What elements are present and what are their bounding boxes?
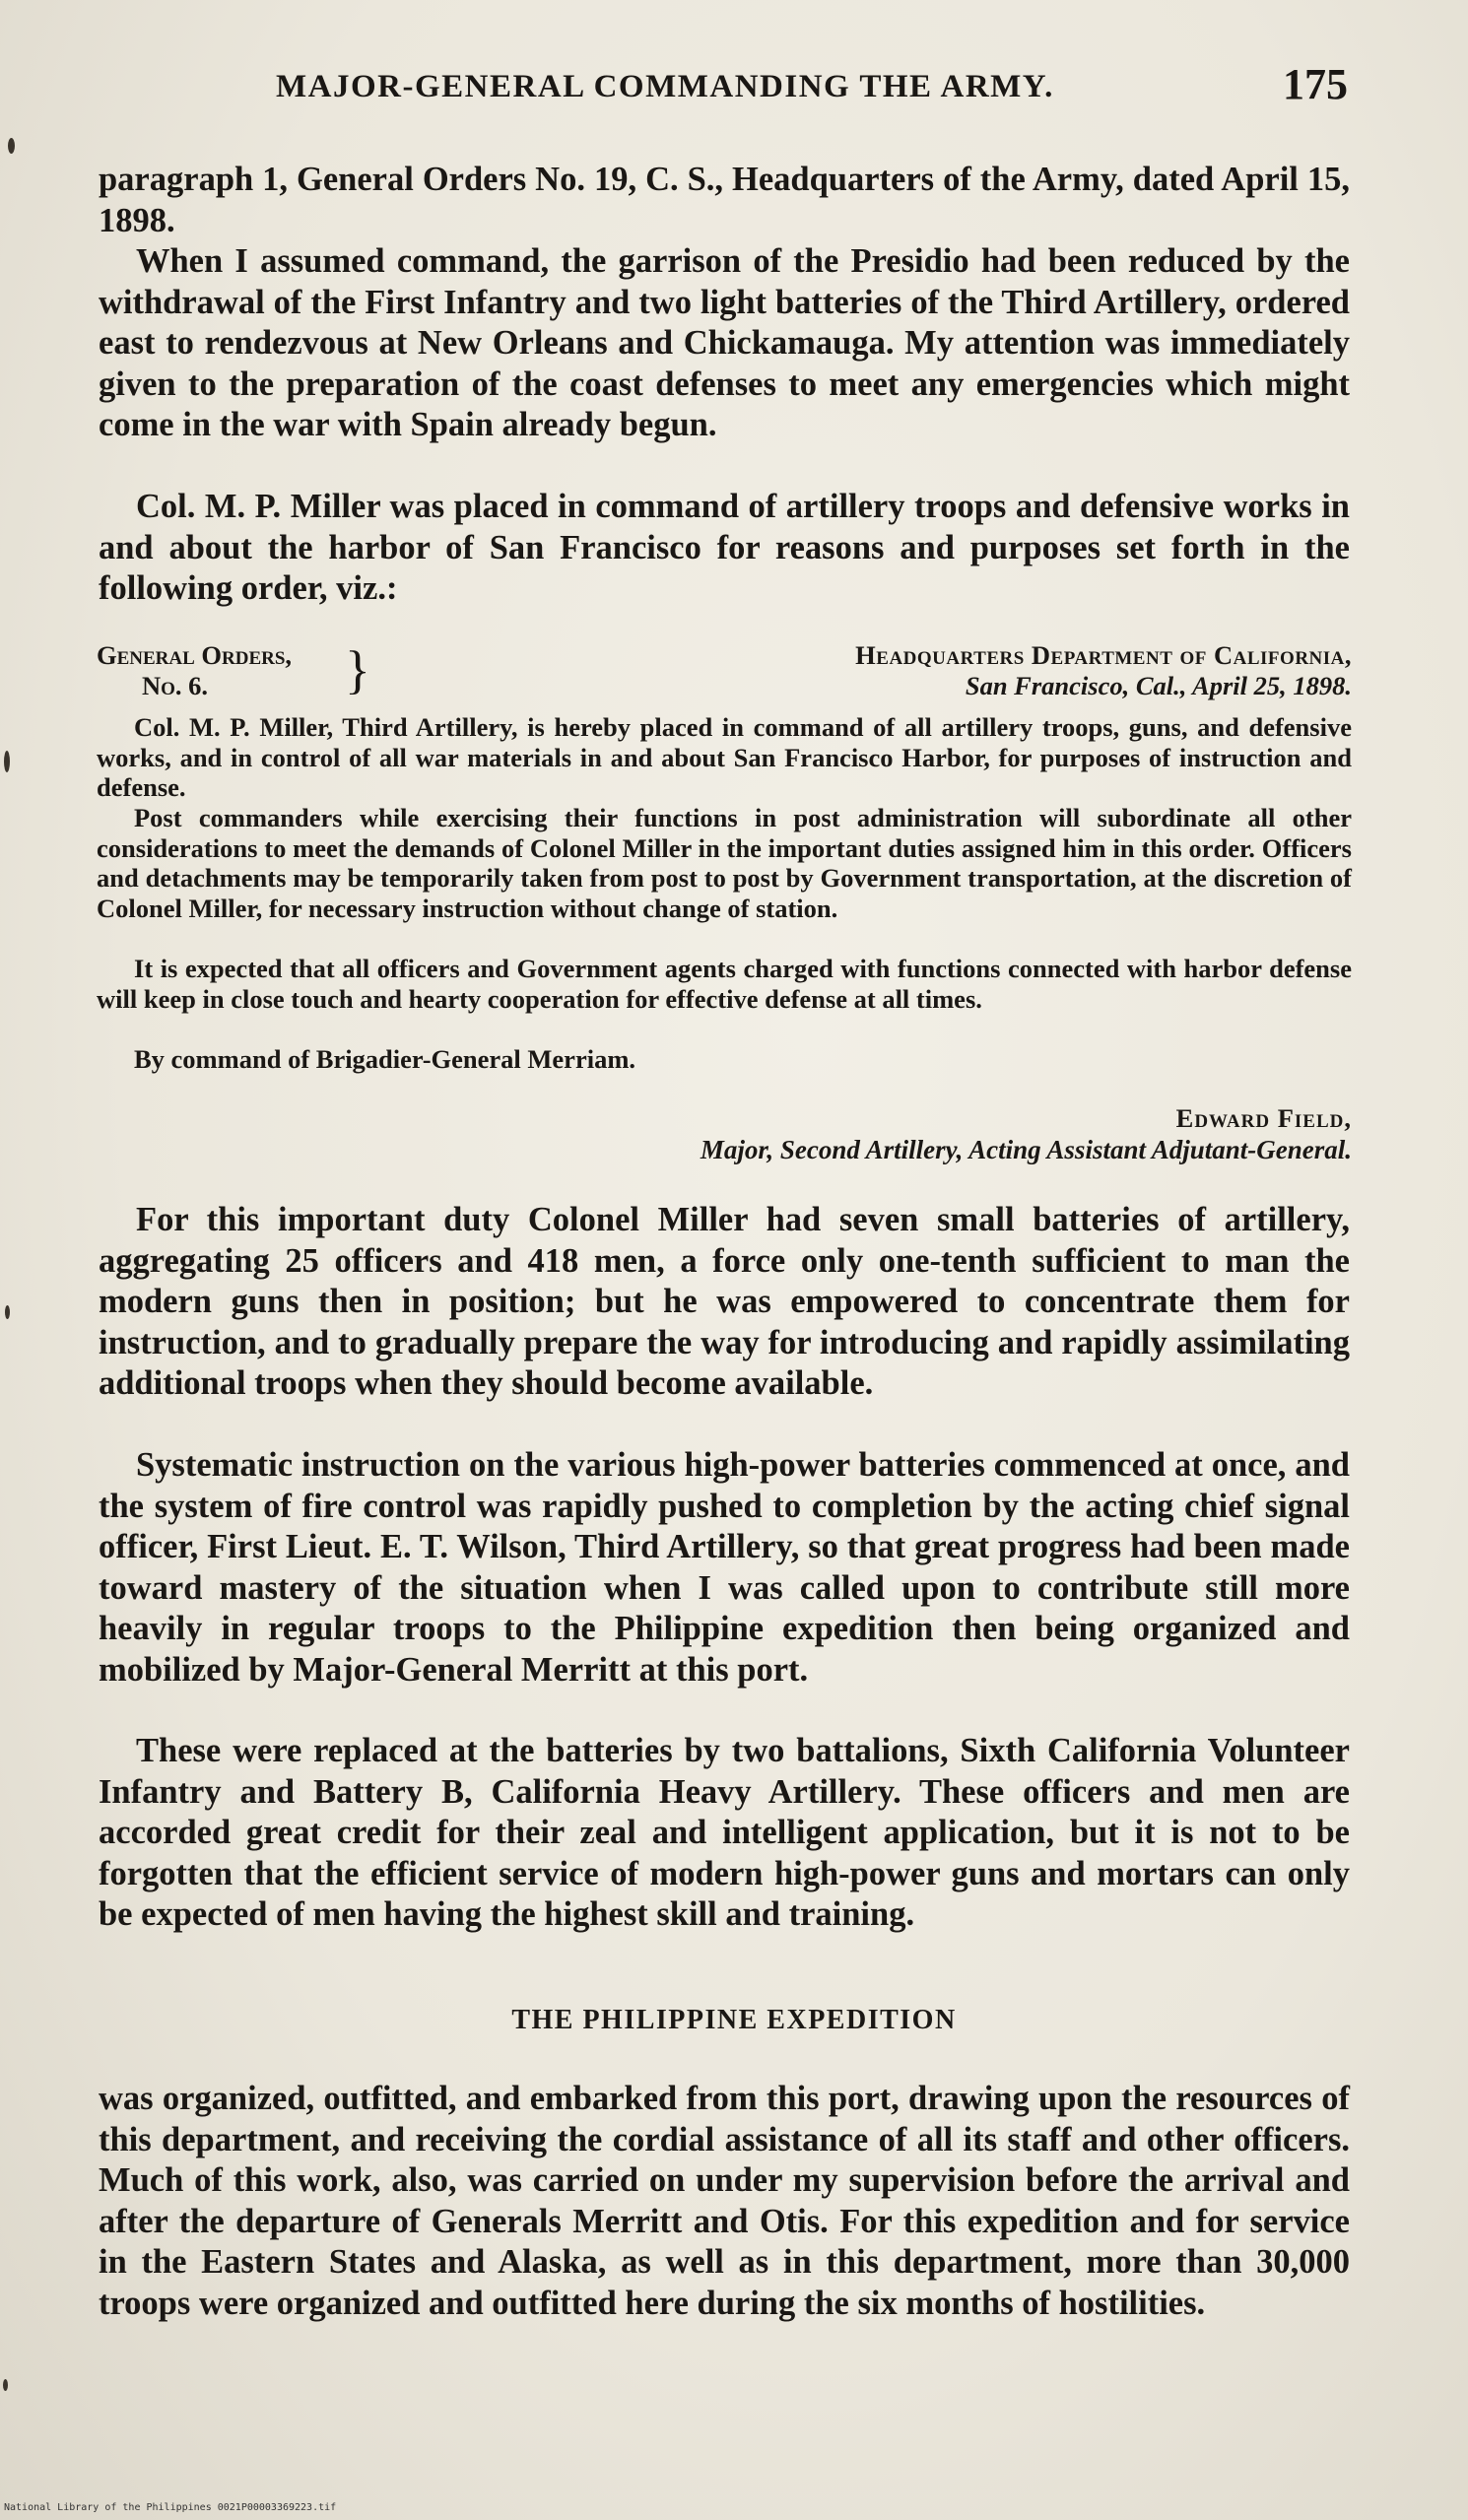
general-orders-label [97,640,292,701]
paragraph-replaced: These were replaced at the batteries by two battalions, Sixth California Volunteer Infantry and Battery B, California Heavy Artillery. These officers and men are accorded great credit for their zeal and intelligent application, but it is not to be forgotten that the efficient service of modern high-power guns and mortars can only be expected of men having the highest skill and training. [99,1732,1350,1933]
general-orders-title: General Orders, [97,640,293,670]
order-headquarters: Headquarters Department of California, [855,640,1352,670]
paragraph-miller-placed: Col. M. P. Miller was placed in command of artillery troops and defensive works in and about the harbor of San Francisco for reasons and purposes set forth in the following order, viz.: [99,488,1350,607]
scan-speck [5,1305,10,1319]
signature-name: Edward Field, [1175,1103,1352,1133]
page-number: 175 [1283,60,1348,108]
order-paragraph-post-commanders: Post commanders while exercising their functions in post administration will subordinate all other considerations to meet the demands of Colonel Miller in the important duties assigned him in this order. Officers and detachments may be temporarily taken from post to post by Government transportation, at the discretion of Colonel Miller, for necessary instruction without change of station. [97,803,1352,923]
paragraph-important-duty: For this important duty Colonel Miller had seven small batteries of artillery, aggregating 25 officers and 418 men, a force only one-tenth sufficient to man the modern guns then in position; but he was empowered to concentrate them for instruction, and to gradually prepare the way for introducing and rapidly assimilating additional troops when they should become available. [99,1201,1350,1402]
general-order-heading [97,640,1352,705]
order-paragraph-cooperation: It is expected that all officers and Government agents charged with functions connected with harbor defense will keep in close touch and hearty cooperation for effective defense at all times. [97,954,1352,1014]
general-orders-number: No. 6. [142,671,209,700]
order-paragraph-command: Col. M. P. Miller, Third Artillery, is hereby placed in command of all artillery troops, guns, and defensive works, and in control of all war materials in and about San Francisco Harbor, for purposes of instruction and defense. [97,712,1352,802]
brace-glyph: } [345,640,370,699]
scan-speck [8,138,15,154]
running-header [266,57,1360,116]
scan-speck [4,751,10,772]
paragraph-systematic-instruction: Systematic instruction on the various high-power batteries commenced at once, and the system of fire control was rapidly pushed to completion by the acting chief signal officer, First Lieut. E. T. Wilson, Third Artillery, so that great progress had been made toward mastery of the situation when I was called upon to contribute still more heavily in regular troops to the Philippine expedition then being organized and mobilized by Major-General Merritt at this port. [99,1446,1350,1689]
section-heading: THE PHILIPPINE EXPEDITION [511,2005,957,2035]
paragraph-philippine-expedition: was organized, outfitted, and embarked from this port, drawing upon the resources of this department, and receiving the cordial assistance of all its staff and other officers. Much of this work, also, was carried on under my supervision before the arrival and after the departure of Generals Merritt and Otis. For this expedition and for service in the Eastern States and Alaska, as well as in this department, more than 30,000 troops were organized and outfitted here during the six months of hostilities. [99,2080,1350,2322]
scan-footer: National Library of the Philippines 0021P00003369223.tif [4,2502,337,2513]
scan-speck [3,2379,8,2391]
order-by-command: By command of Brigadier-General Merriam. [134,1044,636,1074]
signature-title: Major, Second Artillery, Acting Assistant Adjutant-General. [700,1135,1352,1164]
running-head-title: MAJOR-GENERAL COMMANDING THE ARMY. [276,69,1054,104]
paragraph-assumed-command: When I assumed command, the garrison of the Presidio had been reduced by the withdrawal of the First Infantry and two light batteries of the Third Artillery, ordered east to rendezvous at New Orleans and Chickamauga. My attention was immediately given to the preparation of the coast defenses to meet any emergencies which might come in the war with Spain already begun. [99,242,1350,443]
order-place-date: San Francisco, Cal., April 25, 1898. [965,671,1352,700]
paragraph-continuation: paragraph 1, General Orders No. 19, C. S., Headquarters of the Army, dated April 15, 1898. [99,161,1350,239]
